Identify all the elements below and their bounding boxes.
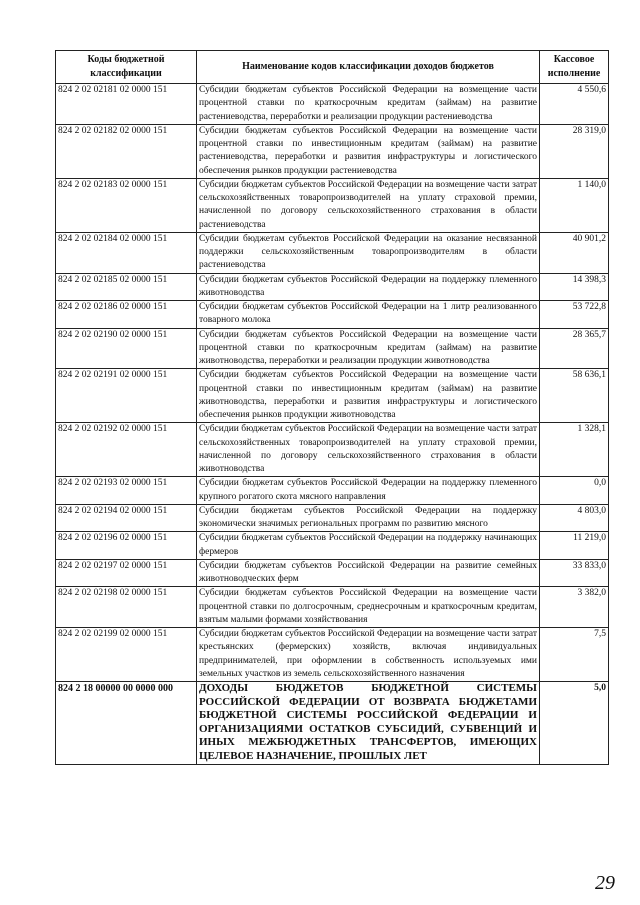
row-name: Субсидии бюджетам субъектов Российской Федерации на возмещение части затрат крестьянских (фермерских) хозяйств, включая индивидуальных предпринимателей, при оформлении в собственность используемых ими земельных участков из земель сельскохозяйственного назначения	[197, 628, 540, 682]
row-sum: 1 328,1	[540, 423, 609, 477]
table-row	[56, 423, 609, 477]
row-code: 824 2 02 02196 02 0000 151	[56, 532, 197, 560]
row-sum: 5,0	[540, 682, 609, 765]
table-row	[56, 232, 609, 273]
table-row	[56, 587, 609, 628]
row-name: Субсидии бюджетам субъектов Российской Федерации на возмещение части затрат сельскохозяйственных товаропроизводителей на уплату страховой премии, начисленной по договору сельскохозяйственного страхования в области животноводства	[197, 423, 540, 477]
row-sum: 1 140,0	[540, 178, 609, 232]
row-sum: 58 636,1	[540, 369, 609, 423]
row-name: Субсидии бюджетам субъектов Российской Федерации на поддержку племенного животноводства	[197, 273, 540, 301]
row-sum: 0,0	[540, 477, 609, 505]
budget-classification-table	[55, 50, 609, 765]
table-row	[56, 178, 609, 232]
row-code: 824 2 02 02191 02 0000 151	[56, 369, 197, 423]
row-name: Субсидии бюджетам субъектов Российской Федерации на возмещение части процентной ставки по инвестиционным кредитам (займам) на развитие животноводства, переработки и развития инфраструктуры и логистического обеспечения рынков продукции животноводства	[197, 369, 540, 423]
row-code: 824 2 02 02197 02 0000 151	[56, 559, 197, 587]
row-sum: 33 833,0	[540, 559, 609, 587]
row-code: 824 2 02 02186 02 0000 151	[56, 301, 197, 329]
table-row	[56, 532, 609, 560]
table-row	[56, 301, 609, 329]
row-name: Субсидии бюджетам субъектов Российской Федерации на оказание несвязанной поддержки сельскохозяйственным товаропроизводителям в области растениеводства	[197, 232, 540, 273]
row-code: 824 2 02 02182 02 0000 151	[56, 124, 197, 178]
row-code: 824 2 02 02185 02 0000 151	[56, 273, 197, 301]
row-sum: 11 219,0	[540, 532, 609, 560]
row-sum: 7,5	[540, 628, 609, 682]
table-row	[56, 369, 609, 423]
row-name: Субсидии бюджетам субъектов Российской Федерации на поддержку племенного крупного рогатого скота мясного направления	[197, 477, 540, 505]
row-sum: 28 319,0	[540, 124, 609, 178]
header-sum: Кассовое исполнение	[540, 51, 609, 84]
header-code: Коды бюджетной классификации	[56, 51, 197, 84]
row-sum: 4 550,6	[540, 84, 609, 125]
row-code: 824 2 02 02199 02 0000 151	[56, 628, 197, 682]
row-code: 824 2 02 02194 02 0000 151	[56, 504, 197, 532]
row-sum: 14 398,3	[540, 273, 609, 301]
table-row	[56, 682, 609, 765]
row-sum: 40 901,2	[540, 232, 609, 273]
row-code: 824 2 02 02183 02 0000 151	[56, 178, 197, 232]
row-code: 824 2 18 00000 00 0000 000	[56, 682, 197, 765]
header-name: Наименование кодов классификации доходов бюджетов	[197, 51, 540, 84]
table-row	[56, 273, 609, 301]
row-sum: 3 382,0	[540, 587, 609, 628]
table-row	[56, 477, 609, 505]
table-row	[56, 328, 609, 369]
row-name: Субсидии бюджетам субъектов Российской Федерации на возмещение части процентной ставки по инвестиционным кредитам (займам) на развитие растениеводства, переработки и развития инфраструктуры и логистического обеспечения рынков продукции растениеводства	[197, 124, 540, 178]
row-name: ДОХОДЫ БЮДЖЕТОВ БЮДЖЕТНОЙ СИСТЕМЫ РОССИЙСКОЙ ФЕДЕРАЦИИ ОТ ВОЗВРАТА БЮДЖЕТАМИ БЮДЖЕТНОЙ СИСТЕМЫ РОССИЙСКОЙ ФЕДЕРАЦИИ И ОРГАНИЗАЦИЯМИ ОСТАТКОВ СУБСИДИЙ, СУБВЕНЦИЙ И ИНЫХ МЕЖБЮДЖЕТНЫХ ТРАНСФЕРТОВ, ИМЕЮЩИХ ЦЕЛЕВОЕ НАЗНАЧЕНИЕ, ПРОШЛЫХ ЛЕТ	[197, 682, 540, 765]
row-name: Субсидии бюджетам субъектов Российской Федерации на возмещение части процентной ставки по долгосрочным, среднесрочным и краткосрочным кредитам, взятым малыми формами хозяйствования	[197, 587, 540, 628]
row-name: Субсидии бюджетам субъектов Российской Федерации на развитие семейных животноводческих ферм	[197, 559, 540, 587]
row-sum: 28 365,7	[540, 328, 609, 369]
row-name: Субсидии бюджетам субъектов Российской Федерации на 1 литр реализованного товарного молока	[197, 301, 540, 329]
row-code: 824 2 02 02190 02 0000 151	[56, 328, 197, 369]
table-row	[56, 124, 609, 178]
table-row	[56, 628, 609, 682]
table-row	[56, 559, 609, 587]
row-code: 824 2 02 02181 02 0000 151	[56, 84, 197, 125]
row-name: Субсидии бюджетам субъектов Российской Федерации на поддержку экономически значимых региональных программ по развитию мясного	[197, 504, 540, 532]
table-body	[56, 84, 609, 765]
row-code: 824 2 02 02193 02 0000 151	[56, 477, 197, 505]
row-name: Субсидии бюджетам субъектов Российской Федерации на возмещение части процентной ставки по краткосрочным кредитам (займам) на развитие животноводства, переработки и реализации продукции животноводства	[197, 328, 540, 369]
table-header-row	[56, 51, 609, 84]
page-number: 29	[595, 872, 615, 894]
row-sum: 4 803,0	[540, 504, 609, 532]
row-name: Субсидии бюджетам субъектов Российской Федерации на возмещение части процентной ставки по краткосрочным кредитам (займам) на развитие растениеводства, переработки и реализации продукции растениеводства	[197, 84, 540, 125]
row-name: Субсидии бюджетам субъектов Российской Федерации на поддержку начинающих фермеров	[197, 532, 540, 560]
row-name: Субсидии бюджетам субъектов Российской Федерации на возмещение части затрат сельскохозяйственных товаропроизводителей на уплату страховой премии, начисленной по договору сельскохозяйственного страхования в области растениеводства	[197, 178, 540, 232]
row-code: 824 2 02 02192 02 0000 151	[56, 423, 197, 477]
row-code: 824 2 02 02184 02 0000 151	[56, 232, 197, 273]
table-row	[56, 504, 609, 532]
table-row	[56, 84, 609, 125]
row-sum: 53 722,8	[540, 301, 609, 329]
row-code: 824 2 02 02198 02 0000 151	[56, 587, 197, 628]
